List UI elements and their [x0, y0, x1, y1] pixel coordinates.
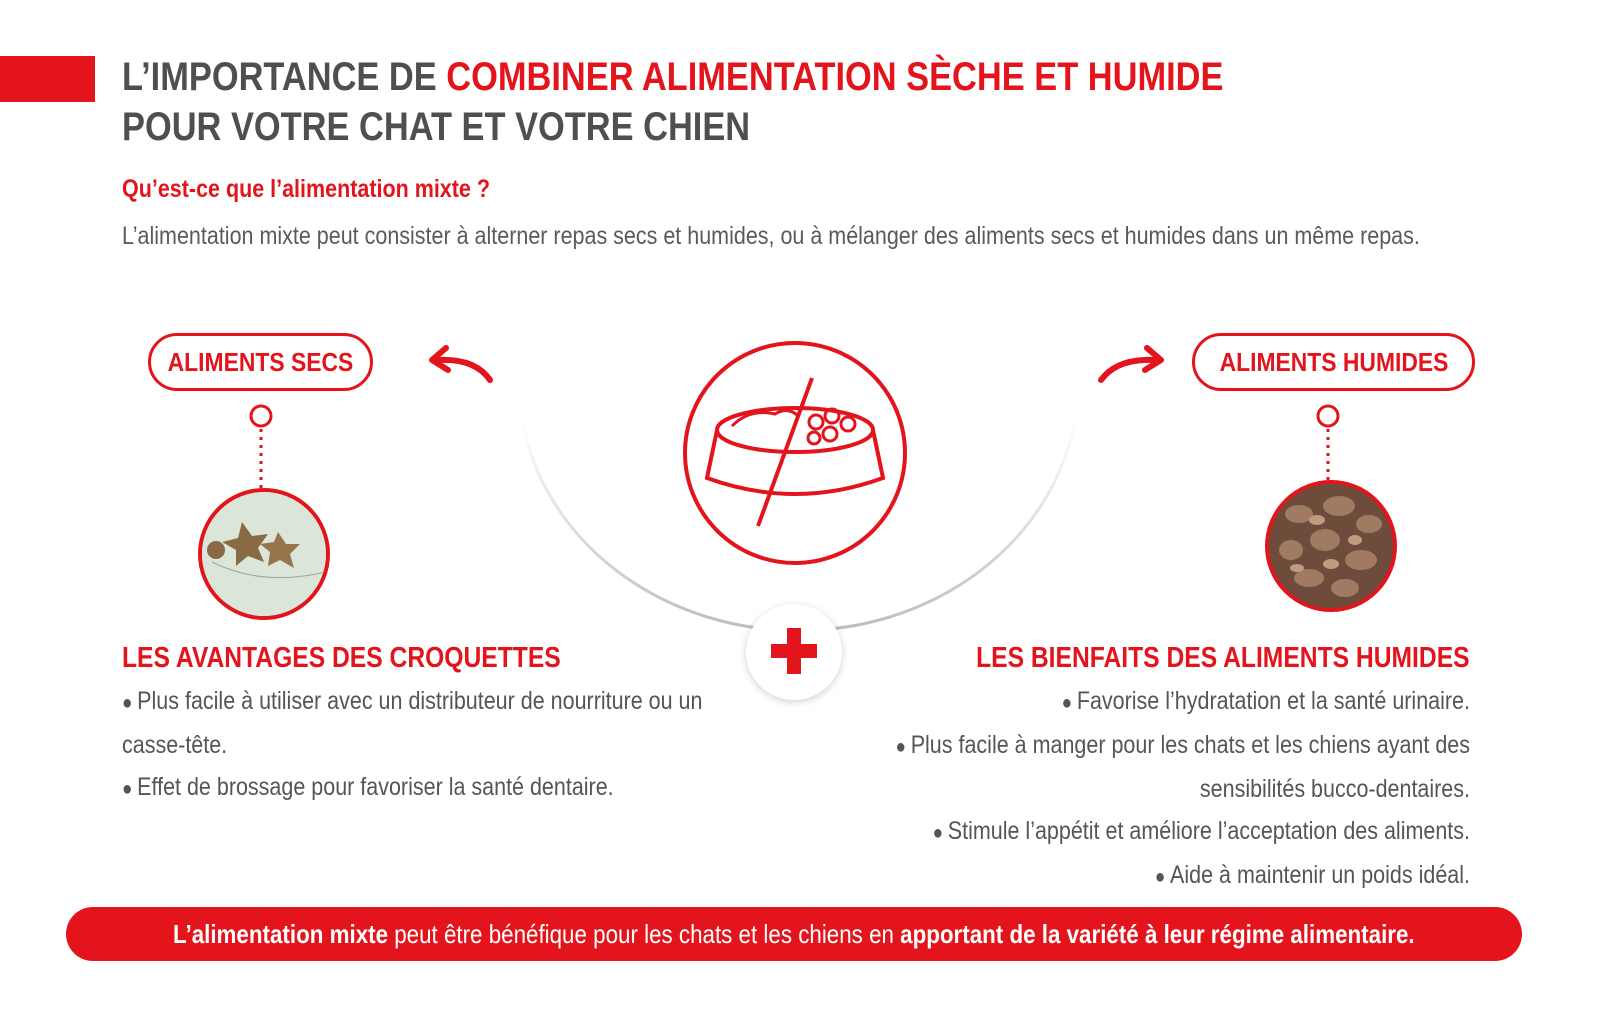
banner-bold-1: L’alimentation mixte	[173, 919, 389, 949]
dotted-connector-right	[1313, 402, 1343, 484]
wet-food-pill-label: ALIMENTS HUMIDES	[1219, 347, 1448, 377]
wet-food-pill	[1192, 333, 1475, 391]
list-item: ● Plus facile à manger pour les chats et les chiens ayant des sensibilités bucco-dentaires.	[816, 724, 1470, 810]
banner-normal: peut être bénéfique pour les chats et les chiens en	[388, 919, 901, 949]
kibble-photo-icon	[198, 488, 330, 620]
list-item: ● Effet de brossage pour favoriser la santé dentaire.	[122, 766, 715, 810]
dry-food-pill	[148, 333, 373, 391]
dotted-connector-left	[246, 402, 276, 492]
wet-food-photo-icon	[1265, 480, 1397, 612]
dry-food-benefits-title: LES AVANTAGES DES CROQUETTES	[122, 642, 561, 674]
title-part-2: POUR VOTRE CHAT ET VOTRE CHIEN	[122, 105, 751, 149]
banner-bold-2: apportant de la variété à leur régime alimentaire.	[900, 919, 1415, 949]
list-item: ● Favorise l’hydratation et la santé urinaire.	[816, 680, 1470, 724]
curved-arrow-right-icon	[1095, 338, 1175, 388]
intro-question: Qu’est-ce que l’alimentation mixte ?	[122, 175, 490, 203]
intro-text: L’alimentation mixte peut consister à alterner repas secs et humides, ou à mélanger des aliments secs et humides dans un même repas.	[122, 222, 1420, 250]
dry-food-pill-label: ALIMENTS SECS	[167, 347, 354, 377]
summary-banner-text	[173, 907, 1415, 961]
dry-food-benefits-list	[122, 680, 715, 810]
wet-food-benefits-title: LES BIENFAITS DES ALIMENTS HUMIDES	[976, 642, 1470, 674]
list-item: ● Plus facile à utiliser avec un distributeur de nourriture ou un casse-tête.	[122, 680, 715, 766]
wet-food-benefits-list	[816, 680, 1470, 898]
title-part-1: L’IMPORTANCE DE	[122, 55, 447, 99]
curved-arrow-left-icon	[420, 338, 500, 388]
title-highlight: COMBINER ALIMENTATION SÈCHE ET HUMIDE	[446, 55, 1224, 99]
mixed-food-bowl-icon	[680, 338, 910, 568]
list-item: ● Stimule l’appétit et améliore l’acceptation des aliments.	[816, 810, 1470, 854]
list-item: ● Aide à maintenir un poids idéal.	[816, 854, 1470, 898]
summary-banner	[66, 907, 1522, 961]
